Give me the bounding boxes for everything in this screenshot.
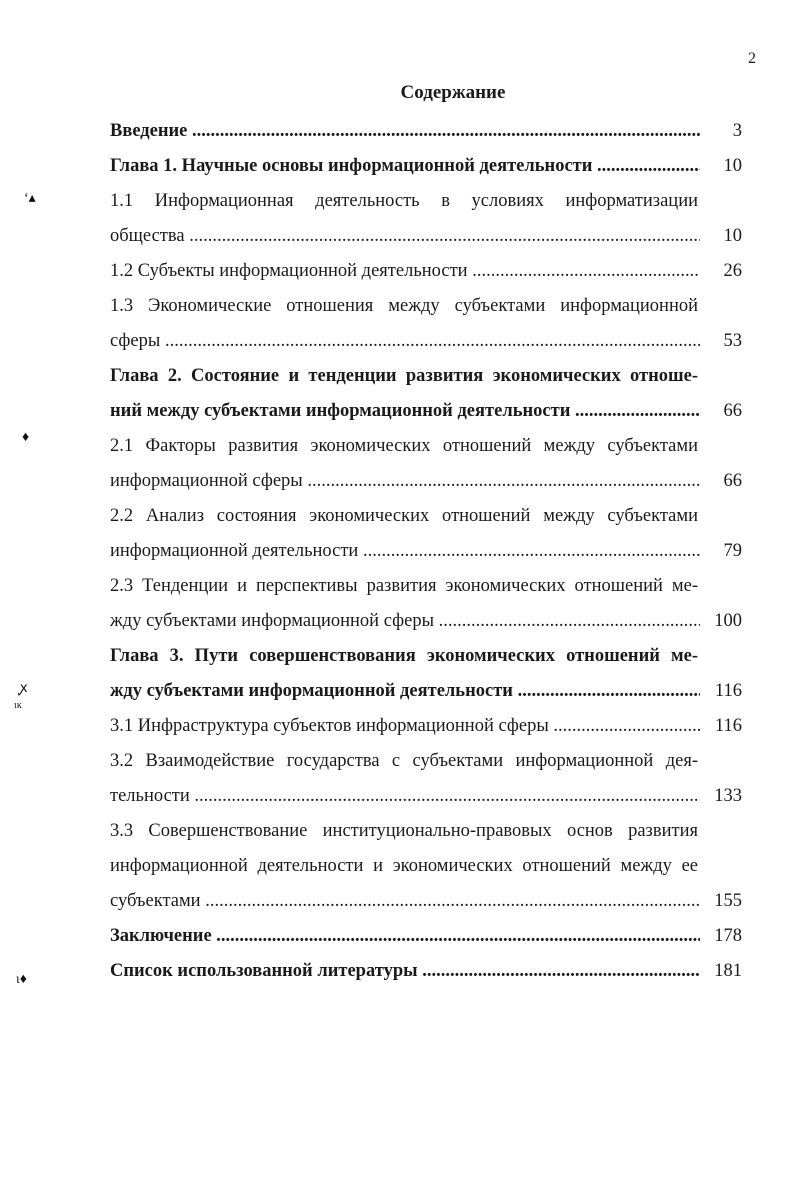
toc-entry-line <box>110 814 742 849</box>
toc-entry-line <box>110 674 742 709</box>
toc-entry-line <box>110 464 742 499</box>
toc-entry-line <box>110 149 742 184</box>
toc-entry-line <box>110 919 742 954</box>
scan-speck: ɩ♦ <box>16 972 27 987</box>
toc-entry-line <box>110 744 742 779</box>
toc-page-number: 66 <box>723 401 742 421</box>
toc-entry-line <box>110 884 742 919</box>
toc-page-number: 133 <box>714 786 742 806</box>
toc-entry-line <box>110 639 742 674</box>
toc-entry <box>110 569 742 639</box>
toc-entry-line <box>110 954 742 989</box>
toc-entry-line <box>110 324 742 359</box>
scan-speck: ♦ <box>22 430 30 445</box>
toc-entry-text: Заключение ..... <box>110 919 700 954</box>
page-number: 2 <box>748 50 756 67</box>
toc-entry-text: 3.1 Инфраструктура субъектов информационной сферы ..... <box>110 709 700 744</box>
toc-entry-text: 3.2 Взаимодействие государства с субъектами информационной дея- <box>110 751 698 771</box>
scan-speck: ꭙ <box>20 681 28 696</box>
toc-entry-text: Список использованной литературы ..... <box>110 954 700 989</box>
toc-entry-line <box>110 534 742 569</box>
toc-page-number: 155 <box>714 891 742 911</box>
toc-page-number: 10 <box>723 156 742 176</box>
toc-entry-line <box>110 114 742 149</box>
toc-entry-text: жду субъектами информационной деятельности ..... <box>110 674 700 709</box>
toc-entry-text: 3.3 Совершенствование институционально-правовых основ развития <box>110 821 698 841</box>
toc-entry-line <box>110 254 742 289</box>
toc-entry <box>110 744 742 814</box>
toc-page-number: 116 <box>714 681 742 701</box>
toc-entry <box>110 289 742 359</box>
toc-entry-text: информационной деятельности ..... <box>110 534 700 569</box>
toc-entry-text: тельности ..... <box>110 779 700 814</box>
toc-page-number: 26 <box>723 261 742 281</box>
toc-entry-text: общества ..... <box>110 219 700 254</box>
toc-entry-line <box>110 849 742 884</box>
scan-speck: ʻ▴ <box>24 191 36 206</box>
toc-entry-text: Глава 2. Состояние и тенденции развития экономических отноше- <box>110 366 698 386</box>
toc-entry-line <box>110 709 742 744</box>
toc-entry <box>110 114 742 149</box>
toc-entry-line <box>110 569 742 604</box>
toc-entry-line <box>110 499 742 534</box>
toc-page-number: 53 <box>723 331 742 351</box>
toc-entry-text: Глава 1. Научные основы информационной деятельности ..... <box>110 149 700 184</box>
toc-entry-line <box>110 604 742 639</box>
toc-entry-text: ний между субъектами информационной деятельности ..... <box>110 394 700 429</box>
toc-entry <box>110 954 742 989</box>
toc-entry <box>110 814 742 919</box>
toc-entry-line <box>110 184 742 219</box>
toc-entry-line <box>110 219 742 254</box>
toc-entry-line <box>110 779 742 814</box>
toc-page-number: 116 <box>714 716 742 736</box>
toc-entry <box>110 429 742 499</box>
toc-entry-line <box>110 359 742 394</box>
toc-entry-text: Глава 3. Пути совершенствования экономических отношений ме- <box>110 646 698 666</box>
toc-entry-text: 1.3 Экономические отношения между субъектами информационной <box>110 296 698 316</box>
scan-speck: ιĸ <box>14 700 22 711</box>
toc-entry <box>110 639 742 709</box>
toc-page-number: 100 <box>714 611 742 631</box>
toc-entry <box>110 149 742 184</box>
toc-entry <box>110 359 742 429</box>
toc-entry-line <box>110 289 742 324</box>
toc-page-number: 181 <box>714 961 742 981</box>
toc-entry <box>110 184 742 254</box>
toc-entry-text: 1.2 Субъекты информационной деятельности ..... <box>110 254 700 289</box>
toc-entry-line <box>110 394 742 429</box>
toc-entry-text: 2.2 Анализ состояния экономических отношений между субъектами <box>110 506 698 526</box>
toc-entry-text: информационной деятельности и экономических отношений между ее <box>110 856 698 876</box>
toc-entry-text: 1.1 Информационная деятельность в условиях информатизации <box>110 191 698 211</box>
toc-entry-text: информационной сферы ..... <box>110 464 700 499</box>
toc-entry-line <box>110 429 742 464</box>
toc-page-number: 178 <box>714 926 742 946</box>
toc-entry-text: жду субъектами информационной сферы ..... <box>110 604 700 639</box>
toc-entry <box>110 254 742 289</box>
table-of-contents <box>110 114 742 989</box>
toc-page-number: 79 <box>723 541 742 561</box>
toc-entry-text: Введение ..... <box>110 114 700 149</box>
toc-entry-text: сферы ..... <box>110 324 700 359</box>
toc-title: Содержание <box>400 82 506 103</box>
toc-entry <box>110 709 742 744</box>
toc-entry-text: 2.3 Тенденции и перспективы развития экономических отношений ме- <box>110 576 698 596</box>
toc-page-number: 3 <box>732 121 742 141</box>
toc-page-number: 10 <box>723 226 742 246</box>
toc-page-number: 66 <box>723 471 742 491</box>
toc-entry <box>110 919 742 954</box>
toc-entry-text: субъектами ..... <box>110 884 700 919</box>
toc-entry-text: 2.1 Факторы развития экономических отношений между субъектами <box>110 436 698 456</box>
toc-entry <box>110 499 742 569</box>
